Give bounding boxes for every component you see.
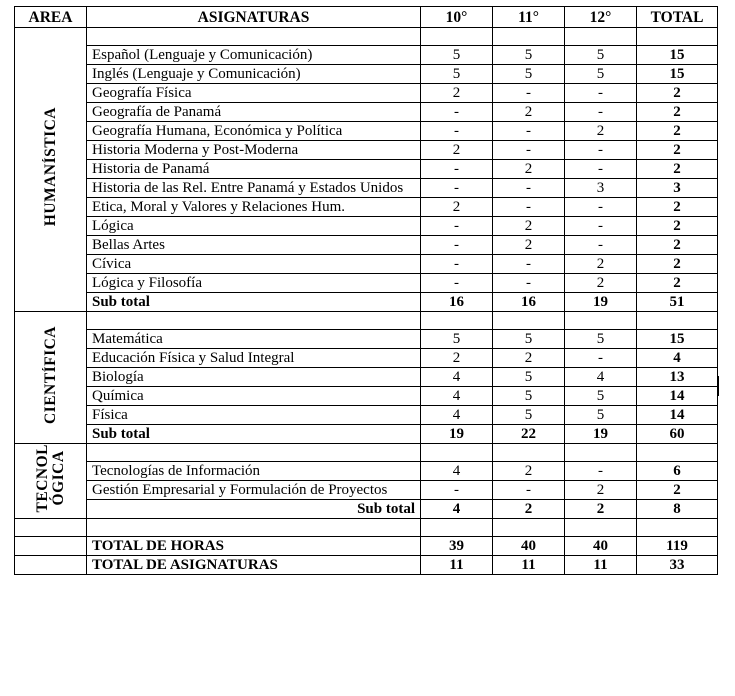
hours-g10: 4: [421, 406, 493, 425]
grand-total-cell: 33: [637, 556, 718, 575]
table-row: [15, 255, 718, 274]
header-grade-11: 11°: [493, 7, 565, 28]
hours-g11: -: [493, 255, 565, 274]
total-cell: 8: [637, 500, 718, 519]
grand-g11: 11: [493, 556, 565, 575]
header-area: AREA: [15, 7, 87, 28]
hours-g12: 2: [565, 500, 637, 519]
hours-g12: -: [565, 198, 637, 217]
empty-area-cell: [15, 556, 87, 575]
hours-g11: 2: [493, 103, 565, 122]
empty-cell: [637, 444, 718, 462]
grand-total-label: TOTAL DE ASIGNATURAS: [87, 556, 421, 575]
total-cell: 2: [637, 274, 718, 293]
total-cell: 15: [637, 46, 718, 65]
hours-g12: 5: [565, 406, 637, 425]
hours-g12: 5: [565, 46, 637, 65]
subtotal-row: [15, 500, 718, 519]
hours-g10: 16: [421, 293, 493, 312]
table-row: [15, 349, 718, 368]
table-row: [15, 330, 718, 349]
hours-g12: -: [565, 236, 637, 255]
total-cell: 2: [637, 236, 718, 255]
blank-row: [15, 28, 718, 46]
grand-total-label: TOTAL DE HORAS: [87, 537, 421, 556]
subject-cell: Gestión Empresarial y Formulación de Proyectos: [87, 481, 421, 500]
total-cell: 51: [637, 293, 718, 312]
area-humanistica-label: [43, 107, 59, 226]
hours-g11: 22: [493, 425, 565, 444]
hours-g12: -: [565, 84, 637, 103]
text-cursor: [717, 376, 719, 396]
total-cell: 2: [637, 198, 718, 217]
hours-g12: -: [565, 217, 637, 236]
hours-g11: -: [493, 274, 565, 293]
total-cell: 14: [637, 387, 718, 406]
total-cell: 4: [637, 349, 718, 368]
hours-g11: -: [493, 179, 565, 198]
hours-g12: 5: [565, 330, 637, 349]
subject-cell: Inglés (Lenguaje y Comunicación): [87, 65, 421, 84]
subject-cell: Historia de las Rel. Entre Panamá y Estados Unidos: [87, 179, 421, 198]
table-row: [15, 65, 718, 84]
total-asignaturas-row: [15, 556, 718, 575]
subtotal-label: Sub total: [87, 500, 421, 519]
area-cientifica: [15, 312, 87, 444]
total-cell: 15: [637, 65, 718, 84]
subject-cell: Física: [87, 406, 421, 425]
area-tecnologica-text-2: ÓGICA: [49, 450, 67, 507]
hours-g11: 5: [493, 330, 565, 349]
empty-cell: [565, 444, 637, 462]
hours-g10: -: [421, 160, 493, 179]
total-cell: 15: [637, 330, 718, 349]
hours-g12: 5: [565, 387, 637, 406]
hours-g11: 2: [493, 236, 565, 255]
empty-area-cell: [15, 537, 87, 556]
hours-g11: 2: [493, 349, 565, 368]
subject-cell: Geografía Física: [87, 84, 421, 103]
empty-cell: [493, 28, 565, 46]
area-tecnologica-text: TECNOL: [33, 444, 51, 513]
hours-g11: -: [493, 84, 565, 103]
grand-g11: 40: [493, 537, 565, 556]
hours-g10: -: [421, 103, 493, 122]
hours-g11: 2: [493, 500, 565, 519]
hours-g12: -: [565, 160, 637, 179]
total-cell: 2: [637, 160, 718, 179]
table-row: [15, 160, 718, 179]
area-cientifica-label: [43, 326, 59, 424]
subtotal-label: Sub total: [87, 293, 421, 312]
hours-g10: -: [421, 274, 493, 293]
subject-cell: Tecnologías de Información: [87, 462, 421, 481]
area-tecnologica: [15, 444, 87, 519]
subject-cell: Bellas Artes: [87, 236, 421, 255]
subject-cell: Español (Lenguaje y Comunicación): [87, 46, 421, 65]
blank-row: [15, 312, 718, 330]
blank-row: [15, 519, 718, 537]
total-cell: 3: [637, 179, 718, 198]
total-cell: 2: [637, 84, 718, 103]
empty-cell: [565, 519, 637, 537]
hours-g10: 4: [421, 368, 493, 387]
hours-g10: -: [421, 255, 493, 274]
hours-g10: -: [421, 217, 493, 236]
hours-g11: -: [493, 198, 565, 217]
empty-cell: [637, 519, 718, 537]
subject-cell: Etica, Moral y Valores y Relaciones Hum.: [87, 198, 421, 217]
subject-cell: Historia de Panamá: [87, 160, 421, 179]
table-row: [15, 46, 718, 65]
area-tecnologica-label: [35, 444, 67, 512]
table-row: [15, 179, 718, 198]
total-cell: 13: [637, 368, 718, 387]
hours-g10: -: [421, 481, 493, 500]
hours-g11: 2: [493, 217, 565, 236]
hours-g11: -: [493, 122, 565, 141]
hours-g11: 5: [493, 65, 565, 84]
hours-g10: 5: [421, 65, 493, 84]
empty-cell: [565, 28, 637, 46]
curriculum-table: [14, 6, 718, 575]
empty-cell: [87, 28, 421, 46]
table-row: [15, 462, 718, 481]
hours-g12: -: [565, 141, 637, 160]
empty-cell: [421, 444, 493, 462]
hours-g10: -: [421, 179, 493, 198]
total-cell: 2: [637, 141, 718, 160]
total-cell: 2: [637, 217, 718, 236]
total-horas-row: [15, 537, 718, 556]
grand-g12: 40: [565, 537, 637, 556]
grand-g12: 11: [565, 556, 637, 575]
table-row: [15, 103, 718, 122]
hours-g12: -: [565, 103, 637, 122]
total-cell: 2: [637, 481, 718, 500]
header-row: [15, 7, 718, 28]
hours-g10: 4: [421, 462, 493, 481]
hours-g12: 4: [565, 368, 637, 387]
empty-cell: [565, 312, 637, 330]
table-row: [15, 481, 718, 500]
hours-g10: 4: [421, 387, 493, 406]
hours-g12: 19: [565, 293, 637, 312]
grand-total-cell: 119: [637, 537, 718, 556]
total-cell: 14: [637, 406, 718, 425]
hours-g11: -: [493, 481, 565, 500]
empty-cell: [421, 28, 493, 46]
hours-g12: -: [565, 349, 637, 368]
subject-cell: Historia Moderna y Post-Moderna: [87, 141, 421, 160]
empty-cell: [493, 444, 565, 462]
hours-g11: 2: [493, 160, 565, 179]
area-cientifica-text: CIENTÍFICA: [41, 325, 59, 424]
empty-cell: [421, 519, 493, 537]
header-grade-12: 12°: [565, 7, 637, 28]
subtotal-row: [15, 425, 718, 444]
subject-cell: Geografía de Panamá: [87, 103, 421, 122]
table-row: [15, 141, 718, 160]
hours-g12: 2: [565, 481, 637, 500]
empty-cell: [493, 312, 565, 330]
table-row: [15, 274, 718, 293]
empty-cell: [87, 312, 421, 330]
hours-g11: -: [493, 141, 565, 160]
table-row: [15, 368, 718, 387]
empty-cell: [637, 28, 718, 46]
hours-g10: 2: [421, 84, 493, 103]
table-row: [15, 122, 718, 141]
hours-g12: 2: [565, 255, 637, 274]
grand-g10: 39: [421, 537, 493, 556]
subject-cell: Lógica: [87, 217, 421, 236]
hours-g11: 5: [493, 46, 565, 65]
empty-cell: [15, 519, 87, 537]
table-row: [15, 84, 718, 103]
subject-cell: Cívica: [87, 255, 421, 274]
header-grade-10: 10°: [421, 7, 493, 28]
subject-cell: Biología: [87, 368, 421, 387]
empty-cell: [493, 519, 565, 537]
hours-g10: -: [421, 236, 493, 255]
subtotal-label: Sub total: [87, 425, 421, 444]
hours-g12: 2: [565, 122, 637, 141]
total-cell: 2: [637, 103, 718, 122]
subtotal-row: [15, 293, 718, 312]
subject-cell: Química: [87, 387, 421, 406]
hours-g12: 2: [565, 274, 637, 293]
subject-cell: Geografía Humana, Económica y Política: [87, 122, 421, 141]
area-humanistica-text: HUMANÍSTICA: [41, 107, 59, 227]
total-cell: 2: [637, 122, 718, 141]
table-row: [15, 217, 718, 236]
hours-g10: -: [421, 122, 493, 141]
total-cell: 6: [637, 462, 718, 481]
hours-g12: 3: [565, 179, 637, 198]
table-row: [15, 406, 718, 425]
blank-row: [15, 444, 718, 462]
hours-g10: 5: [421, 46, 493, 65]
subject-cell: Matemática: [87, 330, 421, 349]
empty-cell: [87, 519, 421, 537]
hours-g11: 5: [493, 387, 565, 406]
hours-g10: 19: [421, 425, 493, 444]
empty-cell: [87, 444, 421, 462]
hours-g10: 2: [421, 349, 493, 368]
header-asignaturas: ASIGNATURAS: [87, 7, 421, 28]
total-cell: 2: [637, 255, 718, 274]
header-total: TOTAL: [637, 7, 718, 28]
grand-g10: 11: [421, 556, 493, 575]
empty-cell: [421, 312, 493, 330]
hours-g10: 5: [421, 330, 493, 349]
hours-g12: 5: [565, 65, 637, 84]
hours-g11: 16: [493, 293, 565, 312]
total-cell: 60: [637, 425, 718, 444]
hours-g10: 2: [421, 198, 493, 217]
hours-g11: 5: [493, 368, 565, 387]
hours-g10: 2: [421, 141, 493, 160]
hours-g12: -: [565, 462, 637, 481]
subject-cell: Educación Física y Salud Integral: [87, 349, 421, 368]
hours-g10: 4: [421, 500, 493, 519]
hours-g12: 19: [565, 425, 637, 444]
table-row: [15, 236, 718, 255]
hours-g11: 2: [493, 462, 565, 481]
hours-g11: 5: [493, 406, 565, 425]
subject-cell: Lógica y Filosofía: [87, 274, 421, 293]
table-row: [15, 198, 718, 217]
empty-cell: [637, 312, 718, 330]
area-humanistica: [15, 28, 87, 312]
table-row: [15, 387, 718, 406]
